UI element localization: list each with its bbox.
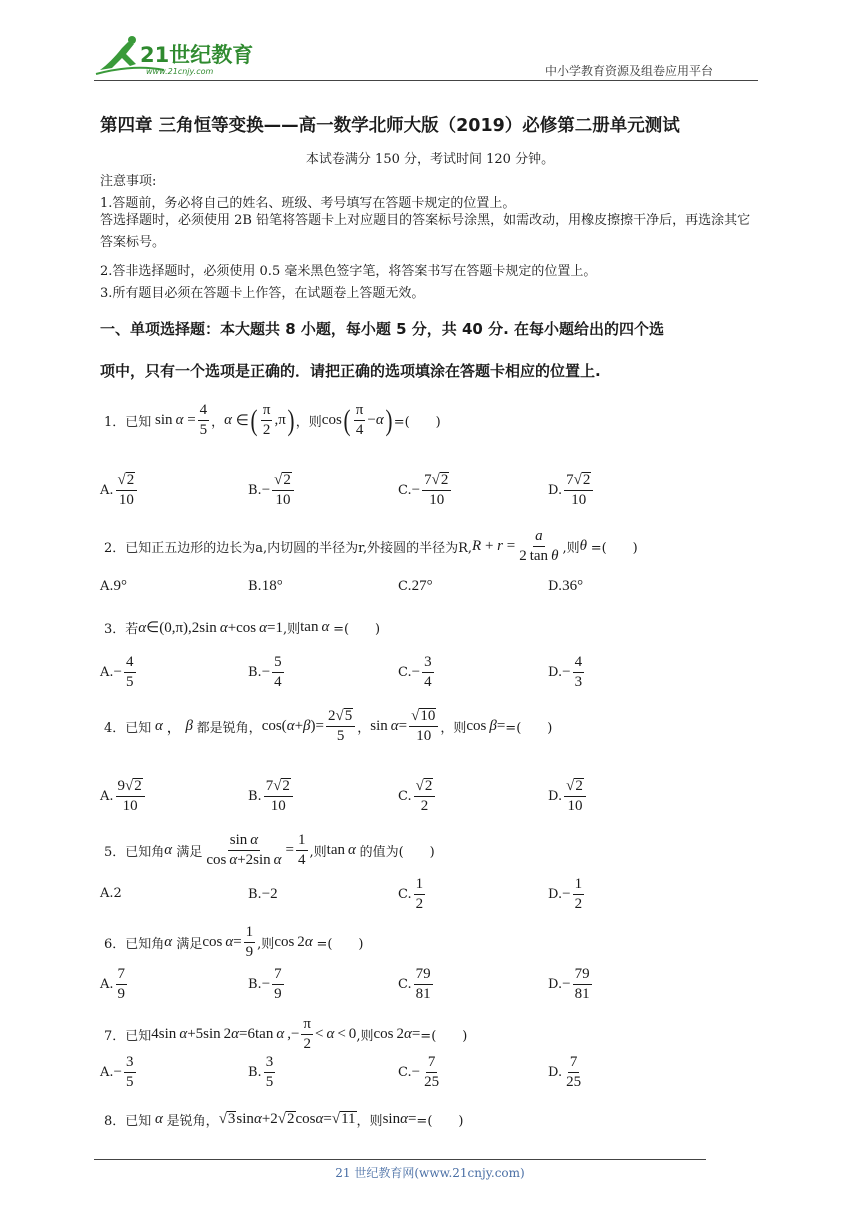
header-divider [94,80,758,81]
note-2: 2.答非选择题时，必须使用 0.5 毫米黑色签字笔，将答案书写在答题卡规定的位置上。 [100,264,597,279]
footer-text: 21 世纪教育网(www.21cnjy.com) [335,1166,525,1180]
q1-option-d: D. $\frac{7√2}{10}$ [548,472,595,509]
q4-option-b: B. $\frac{7√2}{10}$ [248,778,295,815]
logo-url: www.21cnjy.com [146,67,214,76]
q3-option-b: B. − $\frac{5}{4}$ [248,654,282,690]
q7-option-c: C. − $\frac{7}{25}$ [398,1054,440,1090]
q2-option-c: C. 27° [398,578,433,594]
q1-option-c: C. − $\frac{7√2}{10}$ [398,472,453,509]
q4-option-d: D. $\frac{√2}{10}$ [548,778,588,815]
q7-option-d: D. $\frac{7}{25}$ [548,1054,582,1090]
page-title: 第四章 三角恒等变换——高一数学北师大版（2019）必修第二册单元测试 [100,116,680,136]
q7-option-a: A. − $\frac{3}{5}$ [100,1054,134,1090]
question-2: 2． 已知正五边形的边长为a,内切圆的半径为r,外接圆的半径为R, R + r = $\frac{a}{\text{2 tan θ}}$ ,则 θ =( ) [104,528,638,564]
question-1: 1． 已知 sin α = $\frac{4}{5}$ ， α ∈ ( $\frac{\pi}{2}$ ,π ) ，则 cos ( $\frac{\pi}{4}$ −α ) =( ) [104,402,441,438]
q5-option-d: D. − $\frac{1}{2}$ [548,876,583,912]
q3-option-a: A. − $\frac{4}{5}$ [100,654,134,690]
question-5: 5． 已知角 α 满足 $\frac{\text{sin α}}{\text{cos α+2sin α}}$ = $\frac{1}{4}$ ,则 tan α 的值为( ) [104,832,435,868]
note-1b: 答选择题时，必须使用 2B 铅笔将答题卡上对应题目的答案标号涂黑，如需改动，用橡皮擦擦干净后，再选涂其它答案标号。 [100,213,751,250]
q3-option-c: C. − $\frac{3}{4}$ [398,654,432,690]
question-6: 6． 已知角 α 满足 cos α= $\frac{1}{9}$ ,则 cos 2α =( ) [104,924,364,960]
q7-option-b: B. $\frac{3}{5}$ [248,1054,274,1090]
runner-logo-icon [100,42,136,70]
footer-divider [94,1159,706,1160]
q1-option-b: B. − $\frac{√2}{10}$ [248,472,296,509]
q6-option-b: B. − $\frac{7}{9}$ [248,966,282,1002]
q5-option-b: B. −2 [248,886,278,902]
question-3: 3． 若 α∈(0,π),2sin α+cos α=1 ,则 tan α =( ) [104,619,381,637]
q6-option-a: A. $\frac{7}{9}$ [100,966,126,1002]
q6-option-d: D. − $\frac{79}{81}$ [548,966,590,1002]
question-8: 8． 已知 α 是锐角， √3sinα+2√2cosα=√11 ，则 sinα= =( ) [104,1111,464,1129]
platform-name: 中小学教育资源及组卷应用平台 [545,64,714,78]
section-1-line-2: 项中，只有一个选项是正确的．请把正确的选项填涂在答题卡相应的位置上. [100,362,601,380]
logo-text: 21世纪教育 [140,43,254,67]
question-7: 7． 已知 4sin α+5sin 2α=6tan α ,− $\frac{\pi}{2}$ < α < 0 ,则 cos 2α= =( ) [104,1016,468,1052]
q6-option-c: C. $\frac{79}{81}$ [398,966,431,1002]
q3-option-d: D. − $\frac{4}{3}$ [548,654,583,690]
section-1-line-1: 一、单项选择题：本大题共 8 小题，每小题 5 分，共 40 分. 在每小题给出的四个选 [100,320,665,338]
notes-heading: 注意事项: [100,174,157,189]
q2-option-d: D. 36° [548,578,584,594]
q5-option-c: C. $\frac{1}{2}$ [398,876,424,912]
exam-info: 本试卷满分 150 分，考试时间 120 分钟。 [305,152,555,167]
note-1: 1.答题前，务必将自己的姓名、班级、考号填写在答题卡规定的位置上。 [100,196,516,211]
q4-option-c: C. $\frac{√2}{2}$ [398,778,437,815]
note-3: 3.所有题目必须在答题卡上作答，在试题卷上答题无效。 [100,286,425,301]
question-4: 4． 已知 α ， β 都是锐角， cos(α+β)= $\frac{2√5}{5}$ ， sin α= $\frac{√10}{10}$ ，则 cos β= =( ) [104,708,553,744]
q1-option-a: A. $\frac{√2}{10}$ [100,472,139,509]
q5-option-a: A.2 [100,886,122,901]
q2-option-a: A. 9° [100,578,128,594]
q2-option-b: B. 18° [248,578,283,594]
logo-21cnjy [94,34,264,78]
q4-option-a: A. $\frac{9√2}{10}$ [100,778,147,815]
